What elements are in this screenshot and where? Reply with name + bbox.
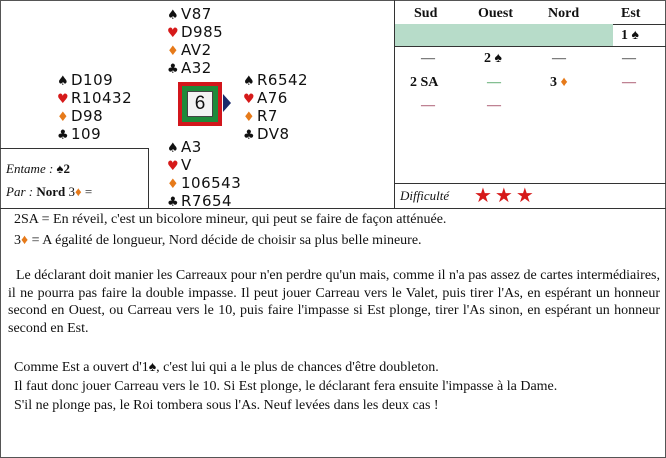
header-sud: Sud: [414, 6, 438, 21]
east-diamonds: R7: [257, 107, 278, 125]
west-diamonds: D98: [71, 107, 104, 125]
east-hearts: A76: [257, 89, 288, 107]
spade-icon: ♠: [148, 360, 157, 375]
heart-icon: ♥: [57, 92, 70, 107]
bid-nord-2: —: [552, 51, 566, 66]
difficulty-label: Difficulté: [400, 188, 450, 203]
west-clubs: 109: [71, 125, 102, 143]
south-diamonds: 106543: [181, 174, 242, 192]
diamond-icon: ♦: [21, 233, 29, 248]
bidding-highlight-bar: [395, 24, 613, 46]
bid-ouest-4: —: [487, 98, 501, 113]
bid-est-1: 1 ♠: [621, 28, 639, 43]
analysis-paragraph-2-line1: Comme Est a ouvert d'1♠, c'est lui qui a le plus de chances d'être doubleton.: [14, 360, 439, 375]
north-hearts: D985: [181, 23, 224, 41]
diamond-icon: ♦: [167, 177, 180, 192]
header-ouest: Ouest: [478, 6, 513, 21]
bid-sud-2: —: [421, 51, 435, 66]
spade-icon: ♠: [243, 74, 256, 89]
diamond-icon: ♦: [560, 75, 568, 90]
bidding-rule: [394, 46, 666, 47]
dealer-arrow-icon: [223, 94, 231, 112]
par-suffix: =: [84, 184, 93, 199]
club-icon: ♣: [243, 128, 256, 143]
diamond-icon: ♦: [243, 110, 256, 125]
table-icon: [178, 82, 222, 126]
west-spades: D109: [71, 71, 114, 89]
south-hearts: V: [181, 156, 192, 174]
bid-est-3: —: [622, 75, 636, 90]
east-hand: [243, 72, 308, 144]
spade-icon: ♠: [631, 28, 639, 43]
spade-icon: ♠: [167, 8, 180, 23]
club-icon: ♣: [57, 128, 70, 143]
heart-icon: ♥: [243, 92, 256, 107]
board-number: 6: [187, 91, 213, 117]
note-2sa: 2SA = En réveil, c'est un bicolore mineur, qui peut se faire de façon atténuée.: [14, 212, 447, 227]
bid-sud-3: 2 SA: [410, 75, 439, 90]
spade-icon: ♠: [494, 51, 502, 66]
opening-lead: [6, 161, 70, 177]
entame-label: Entame :: [6, 161, 54, 176]
par-result: [6, 184, 92, 200]
note-3d: 3♦ = A égalité de longueur, Nord décide de choisir sa plus belle mineure.: [14, 233, 422, 248]
north-diamonds: AV2: [181, 41, 212, 59]
south-hand: [167, 139, 241, 211]
spade-icon: ♠: [57, 74, 70, 89]
par-label: Par :: [6, 184, 34, 199]
bid-ouest-2: 2 ♠: [484, 51, 502, 66]
bid-est-2: —: [622, 51, 636, 66]
west-hearts: R10432: [71, 89, 133, 107]
bid-ouest-3: —: [487, 75, 501, 90]
analysis-paragraph-1: Le déclarant doit manier les Carreaux pour n'en perdre qu'un mais, comme il n'a pas assez de cartes intermédiaires, il ne pourra pas faire la double impasse. Il peut jouer Carreau vers le Valet, puis tirer l'As, en espérant un honneur second en Ouest, ou Carreau vers le 10, puis faire l'impasse si Est plonge, tirer l'As sinon, en espérant un honneur second en Est.: [8, 268, 660, 336]
club-icon: ♣: [167, 195, 180, 210]
heart-icon: ♥: [167, 26, 180, 41]
difficulty-stars: ★★★: [474, 185, 537, 207]
club-icon: ♣: [167, 62, 180, 77]
diamond-icon: ♦: [167, 44, 180, 59]
east-spades: R6542: [257, 71, 309, 89]
entame-card: 2: [63, 161, 70, 176]
heart-icon: ♥: [167, 159, 180, 174]
header-nord: Nord: [548, 6, 580, 21]
west-hand: [57, 72, 132, 144]
spade-icon: ♠: [167, 141, 180, 156]
bid-sud-4: —: [421, 98, 435, 113]
north-hand: [167, 6, 223, 78]
analysis-paragraph-2-line2: Il faut donc jouer Carreau vers le 10. Si Est plonge, le déclarant fera ensuite l'impasse à la Dame.: [14, 379, 558, 394]
north-spades: V87: [181, 5, 212, 23]
east-clubs: DV8: [257, 125, 290, 143]
diamond-icon: ♦: [74, 184, 82, 199]
bid-nord-3: 3 ♦: [550, 75, 568, 90]
spade-icon: ♠: [56, 161, 64, 176]
par-contract: 3: [68, 184, 75, 199]
par-player: Nord: [36, 184, 66, 199]
diamond-icon: ♦: [57, 110, 70, 125]
header-est: Est: [621, 6, 641, 21]
analysis-paragraph-2-line3: S'il ne plonge pas, le Roi tombera sous l'As. Neuf levées dans les deux cas !: [14, 398, 439, 413]
north-clubs: A32: [181, 59, 212, 77]
south-spades: A3: [181, 138, 202, 156]
south-clubs: R7654: [181, 192, 233, 210]
